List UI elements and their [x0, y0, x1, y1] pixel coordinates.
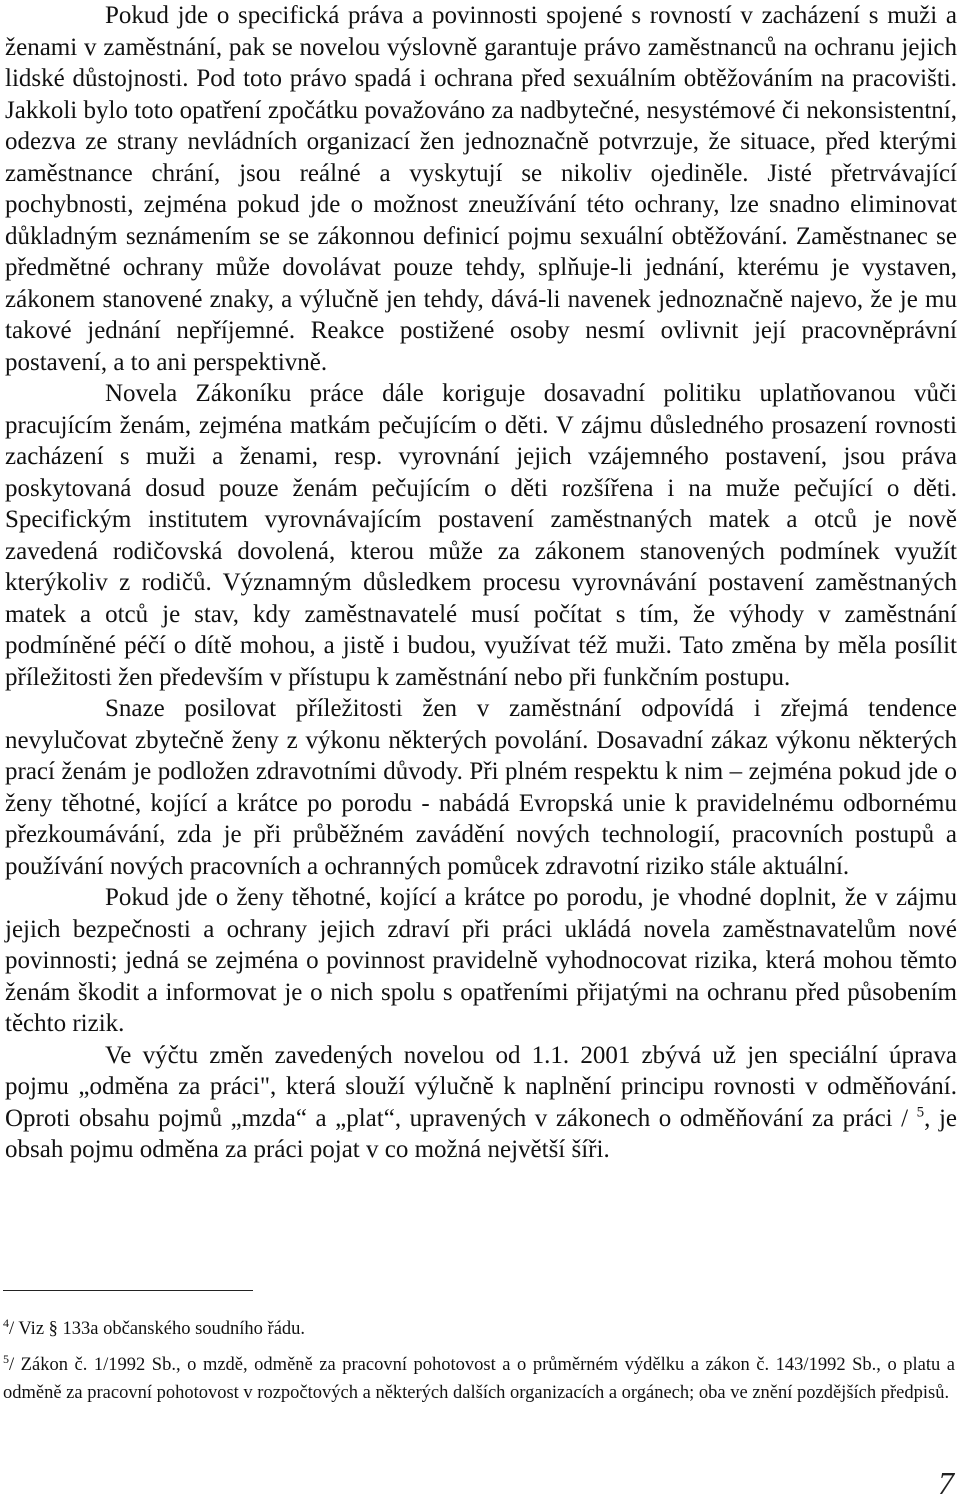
paragraph-1: Pokud jde o specifická práva a povinnosti spojené s rovností v zacházení s muži a ženami v zaměstnání, pak se novelou výslovně garantuje právo zaměstnanců na ochranu jejich lidské důstojnosti. Pod toto právo spadá i ochrana před sexuálním obtěžováním na pracovišti. Jakkoli bylo toto opatření zpočátku považováno za nadbytečné, nesystémové či nekonsistentní, odezva ze strany nevládních organizací žen jednoznačně potvrzuje, že situace, před kterými zaměstnance chrání, jsou reálné a vyskytují se nikoliv ojediněle. Jisté přetrvávající pochybnosti, zejména pokud jde o možnost zneužívání této ochrany, lze snadno eliminovat důkladným seznámením se se zákonnou definicí pojmu sexuální obtěžování. Zaměstnanec se předmětné ochrany může dovolávat pouze tehdy, splňuje-li jednání, kterému je vystaven, zákonem stanovené znaky, a výlučně jen tehdy, dává-li navenek jednoznačně najevo, že je mu takové jednání nepříjemné. Reakce postižené osoby nesmí ovlivnit její pracovněprávní postavení, a to ani perspektivně. — [5, 2, 957, 376]
footnote-5-mark: 5 — [3, 1351, 9, 1366]
footnote-reference-5: 5 — [916, 1104, 925, 1121]
paragraph-5-text-after-ref: , je obsah pojmu odměna za práci pojat v co možná největší šíři. — [5, 1104, 958, 1163]
footnote-4-text: / Viz § 133a občanského soudního řádu. — [9, 1319, 306, 1339]
footnote-4 — [3, 1315, 955, 1343]
paragraph-4: Pokud jde o ženy těhotné, kojící a krátce po porodu, je vhodné doplnit, že v zájmu jejich bezpečnosti a ochrany jejich zdraví při práci ukládá novela zaměstnavatelům nové povinnosti; jedná se zejména o povinnost pravidelně vyhodnocovat rizika, která mohou těmto ženám škodit a informovat je o nich spolu s opatřeními přijatými na ochranu před působením těchto rizik. — [5, 884, 957, 1037]
footnote-5 — [3, 1351, 955, 1407]
body-text — [5, 0, 957, 1166]
page-number: 7 — [938, 1465, 954, 1501]
paragraph-2: Novela Zákoníku práce dále koriguje dosavadní politiku uplatňovanou vůči pracujícím ženám, zejména matkám pečujícím o děti. V zájmu důsledného prosazení rovnosti zacházení s muži a ženami, resp. vyrovnání jejich vzájemného postavení, jsou práva poskytovaná dosud pouze ženám pečujícím o děti rozšířena i na muže pečující o děti. Specifickým institutem vyrovnávajícím postavení zaměstnaných matek a otců je nově zavedená rodičovská dovolená, kterou může za zákonem stanovených podmínek využít kterýkoliv z rodičů. Významným důsledkem procesu vyrovnávání postavení zaměstnaných matek a otců je stav, kdy zaměstnavatelé musí počítat s tím, že výhody v zaměstnání podmíněné péčí o dítě mohou, a jistě i budou, využívat též muži. Tato změna by měla posílit příležitosti žen především v přístupu k zaměstnání nebo při funkčním postupu. — [5, 380, 957, 691]
footnote-5-text: / Zákon č. 1/1992 Sb., o mzdě, odměně za pracovní pohotovost a o průměrném výdělku a zákon č. 143/1992 Sb., o platu a odměně za pracovní pohotovost v rozpočtových a některých dalších organizacích a orgánech; oba ve znění pozdějších předpisů. — [3, 1355, 955, 1403]
paragraph-5 — [5, 1040, 957, 1166]
footnote-separator — [3, 1290, 253, 1291]
footnote-4-mark: 4 — [3, 1315, 9, 1330]
paragraph-5-text-before-ref: Ve výčtu změn zavedených novelou od 1.1. 2001 zbývá už jen speciální úprava pojmu „odměna za práci", která slouží výlučně k naplnění principu rovnosti v odměňování. Oproti obsahu pojmů „mzda“ a „plat“, upravených v zákonech o odměňování za práci / — [5, 1041, 957, 1132]
footnotes — [3, 1315, 955, 1415]
paragraph-3: Snaze posilovat příležitosti žen v zaměstnání odpovídá i zřejmá tendence nevylučovat zbytečně ženy z výkonu některých povolání. Dosavadní zákaz výkonu některých prací ženám je podložen zdravotními důvody. Při plném respektu k nim – zejména pokud jde o ženy těhotné, kojící a krátce po porodu - nabádá Evropská unie k pravidelnému odbornému přezkoumávání, zda je při průběžném zavádění nových technologií, pracovních postupů a používání nových pracovních a ochranných pomůcek zdravotní riziko stále aktuální. — [5, 695, 957, 880]
